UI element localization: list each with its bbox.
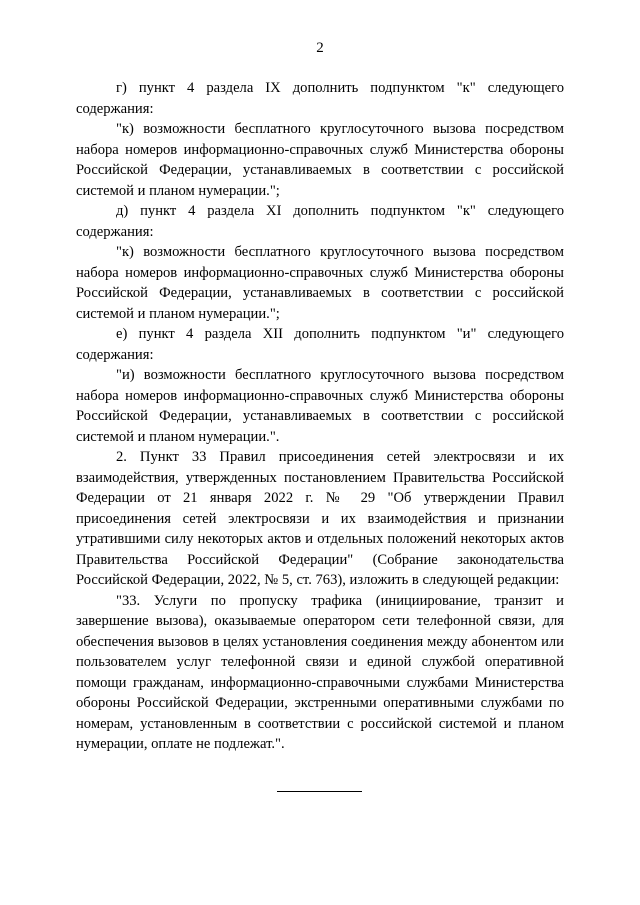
paragraph-new-item-33: "33. Услуги по пропуску трафика (инициирование, транзит и завершение вызова), оказываемые оператором сети телефонной связи, для обеспечения вызовов в целях установления соединения между абонентом или пользователем услуг телефонной связи и единой службой оперативной помощи гражданам, информационно-справочными службами Министерства обороны Российской Федерации, экстренными оперативными службами по номерам, установленным в соответствии с российской системой и планом нумерации, оплате не подлежат.". xyxy=(76,592,564,752)
paragraph-item-2-rules-33: 2. Пункт 33 Правил присоединения сетей электросвязи и их взаимодействия, утвержденных постановлением Правительства Российской Федерации от 21 января 2022 г. № 29 "Об утверждении Правил присоединения сетей электросвязи и их взаимодействия и признании утратившими силу некоторых актов и отдельных положений некоторых актов Правительства Российской Федерации" (Собрание законодательства Российской Федерации, 2022, № 5, ст. 763), изложить в следующей редакции: xyxy=(76,449,564,588)
paragraph-subitem-k-section-11: "к) возможности бесплатного круглосуточного вызова посредством набора номеров информационно-справочных служб Министерства обороны Российской Федерации, устанавливаемых в соответствии с российской системой и планом нумерации."; xyxy=(76,244,564,322)
paragraph-subitem-i-section-12: "и) возможности бесплатного круглосуточного вызова посредством набора номеров информационно-справочных служб Министерства обороны Российской Федерации, устанавливаемых в соответствии с российской системой и планом нумерации.". xyxy=(76,367,564,445)
paragraph-amend-section-12: е) пункт 4 раздела XII дополнить подпунктом "и" следующего содержания: xyxy=(76,326,564,363)
paragraph-amend-section-11: д) пункт 4 раздела XI дополнить подпунктом "к" следующего содержания: xyxy=(76,203,564,240)
page-number: 2 xyxy=(316,40,324,56)
paragraph-subitem-k-section-9: "к) возможности бесплатного круглосуточного вызова посредством набора номеров информационно-справочных служб Министерства обороны Российской Федерации, устанавливаемых в соответствии с российской системой и планом нумерации."; xyxy=(76,121,564,199)
closing-separator-line xyxy=(277,791,362,792)
document-body xyxy=(76,78,564,755)
paragraph-amend-section-9: г) пункт 4 раздела IX дополнить подпунктом "к" следующего содержания: xyxy=(76,80,564,117)
